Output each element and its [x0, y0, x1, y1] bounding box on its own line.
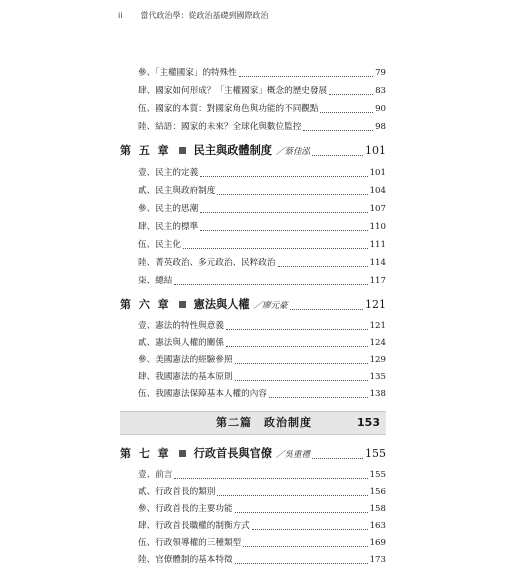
entry-title: 陸、菁英政治、多元政治、民粹政治: [138, 258, 276, 268]
entry-page: 129: [369, 355, 386, 365]
entry-title: 肆、民主的標準: [138, 222, 199, 232]
leader-dots: [252, 528, 368, 530]
entry-title: 貳、民主與政府制度: [138, 186, 216, 196]
toc-entry[interactable]: [120, 164, 386, 182]
running-head: [118, 10, 269, 21]
entry-page: 121: [369, 321, 386, 331]
toc-entry[interactable]: [120, 335, 386, 352]
chapter-page: 121: [365, 298, 386, 311]
entry-title: 伍、行政領導權的三種類型: [138, 538, 242, 548]
entry-title: 肆、我國憲法的基本原則: [138, 372, 233, 382]
chapter-heading-7[interactable]: [120, 441, 386, 467]
entry-title: 壹、民主的定義: [138, 168, 199, 178]
entry-page: 79: [375, 68, 386, 78]
leader-dots: [217, 494, 367, 496]
part-title: 第二篇 政治制度: [216, 416, 312, 429]
entry-page: 173: [369, 555, 386, 565]
entry-page: 104: [369, 186, 386, 196]
entry-page: 156: [369, 487, 386, 497]
chapter-heading-6[interactable]: [120, 292, 386, 318]
entry-title: 參、「主權國家」的特殊性: [138, 68, 237, 78]
square-bullet-icon: [179, 301, 186, 308]
chapter-page: 155: [365, 447, 386, 460]
leader-dots: [239, 75, 373, 77]
leader-dots: [243, 545, 367, 547]
toc-entry[interactable]: [120, 236, 386, 254]
book-title: 當代政治學：從政治基礎到國際政治: [140, 11, 269, 20]
leader-dots: [174, 477, 367, 479]
entry-page: 117: [369, 276, 386, 286]
chapter-author: ／廖元豪: [253, 301, 288, 311]
entry-title: 參、行政首長的主要功能: [138, 504, 233, 514]
chapter-heading-5[interactable]: [120, 138, 386, 164]
chapter-page: 101: [365, 144, 386, 157]
toc-entry[interactable]: [120, 118, 386, 136]
leader-dots: [235, 562, 368, 564]
entry-title: 肆、行政首長職權的制衡方式: [138, 521, 250, 531]
entry-page: 124: [369, 338, 386, 348]
chapter-author: ／吳重禮: [276, 450, 311, 460]
entry-page: 83: [375, 86, 386, 96]
entry-page: 163: [369, 521, 386, 531]
entry-title: 貳、行政首長的類別: [138, 487, 216, 497]
entry-title: 參、美國憲法的經驗參照: [138, 355, 233, 365]
entry-page: 138: [369, 389, 386, 399]
toc-entry[interactable]: [120, 535, 386, 552]
entry-page: 90: [375, 104, 386, 114]
toc-entry[interactable]: [120, 501, 386, 518]
entry-title: 壹、前言: [138, 470, 173, 480]
entry-title: 伍、我國憲法保障基本人權的內容: [138, 389, 267, 399]
chapter-label: 第 七 章: [120, 447, 171, 460]
leader-dots: [235, 511, 368, 513]
chapter-title: 民主與政體制度: [193, 144, 272, 157]
toc-entry[interactable]: [120, 552, 386, 569]
toc-entry[interactable]: [120, 518, 386, 535]
chapter-title: 行政首長與官僚: [193, 447, 272, 460]
toc-entry[interactable]: [120, 386, 386, 403]
leader-dots: [200, 229, 367, 231]
toc-entry[interactable]: [120, 467, 386, 484]
entry-title: 壹、憲法的特性與意義: [138, 321, 224, 331]
entry-page: 135: [369, 372, 386, 382]
entry-title: 伍、國家的本質：對國家角色與功能的不同觀點: [138, 104, 319, 114]
chapter-title: 憲法與人權: [193, 298, 250, 311]
entry-page: 107: [369, 204, 386, 214]
toc-entry[interactable]: [120, 100, 386, 118]
leader-dots: [226, 345, 368, 347]
leader-dots: [303, 129, 373, 131]
page-number: ii: [118, 11, 123, 20]
entry-title: 伍、民主化: [138, 240, 181, 250]
entry-title: 參、民主的思潮: [138, 204, 199, 214]
part-heading[interactable]: [120, 411, 386, 435]
leader-dots: [235, 379, 368, 381]
entry-title: 陸、結語：國家的未來？全球化與數位監控: [138, 122, 302, 132]
leader-dots: [235, 362, 368, 364]
leader-dots: [217, 193, 367, 195]
entry-title: 肆、國家如何形成？「主權國家」概念的歷史發展: [138, 86, 328, 96]
leader-dots: [312, 154, 363, 156]
chapter-label: 第 六 章: [120, 298, 171, 311]
toc-entry[interactable]: [120, 254, 386, 272]
square-bullet-icon: [179, 147, 186, 154]
square-bullet-icon: [179, 450, 186, 457]
entry-page: 158: [369, 504, 386, 514]
leader-dots: [278, 265, 368, 267]
entry-title: 貳、憲法與人權的關係: [138, 338, 224, 348]
entry-title: 陸、官僚體制的基本特徵: [138, 555, 233, 565]
part-page: 153: [357, 416, 380, 429]
toc-entry[interactable]: [120, 182, 386, 200]
toc-entry[interactable]: [120, 369, 386, 386]
toc-entry[interactable]: [120, 218, 386, 236]
chapter-label: 第 五 章: [120, 144, 171, 157]
leader-dots: [320, 111, 373, 113]
table-of-contents: [120, 64, 386, 569]
leader-dots: [200, 211, 367, 213]
entry-page: 155: [369, 470, 386, 480]
entry-page: 169: [369, 538, 386, 548]
entry-title: 柒、總結: [138, 276, 173, 286]
leader-dots: [329, 93, 373, 95]
toc-entry[interactable]: [120, 484, 386, 501]
leader-dots: [290, 308, 363, 310]
leader-dots: [226, 328, 368, 330]
chapter-author: ／蔡佳泓: [276, 147, 311, 157]
leader-dots: [200, 175, 367, 177]
entry-page: 101: [369, 168, 386, 178]
toc-entry[interactable]: [120, 318, 386, 335]
leader-dots: [183, 247, 368, 249]
toc-entry[interactable]: [120, 272, 386, 290]
toc-entry[interactable]: [120, 352, 386, 369]
entry-page: 110: [369, 222, 386, 232]
leader-dots: [174, 283, 367, 285]
entry-page: 114: [369, 258, 386, 268]
toc-entry[interactable]: [120, 64, 386, 82]
toc-entry[interactable]: [120, 200, 386, 218]
entry-page: 111: [369, 240, 386, 250]
entry-page: 98: [375, 122, 386, 132]
leader-dots: [269, 396, 368, 398]
toc-entry[interactable]: [120, 82, 386, 100]
leader-dots: [312, 457, 363, 459]
